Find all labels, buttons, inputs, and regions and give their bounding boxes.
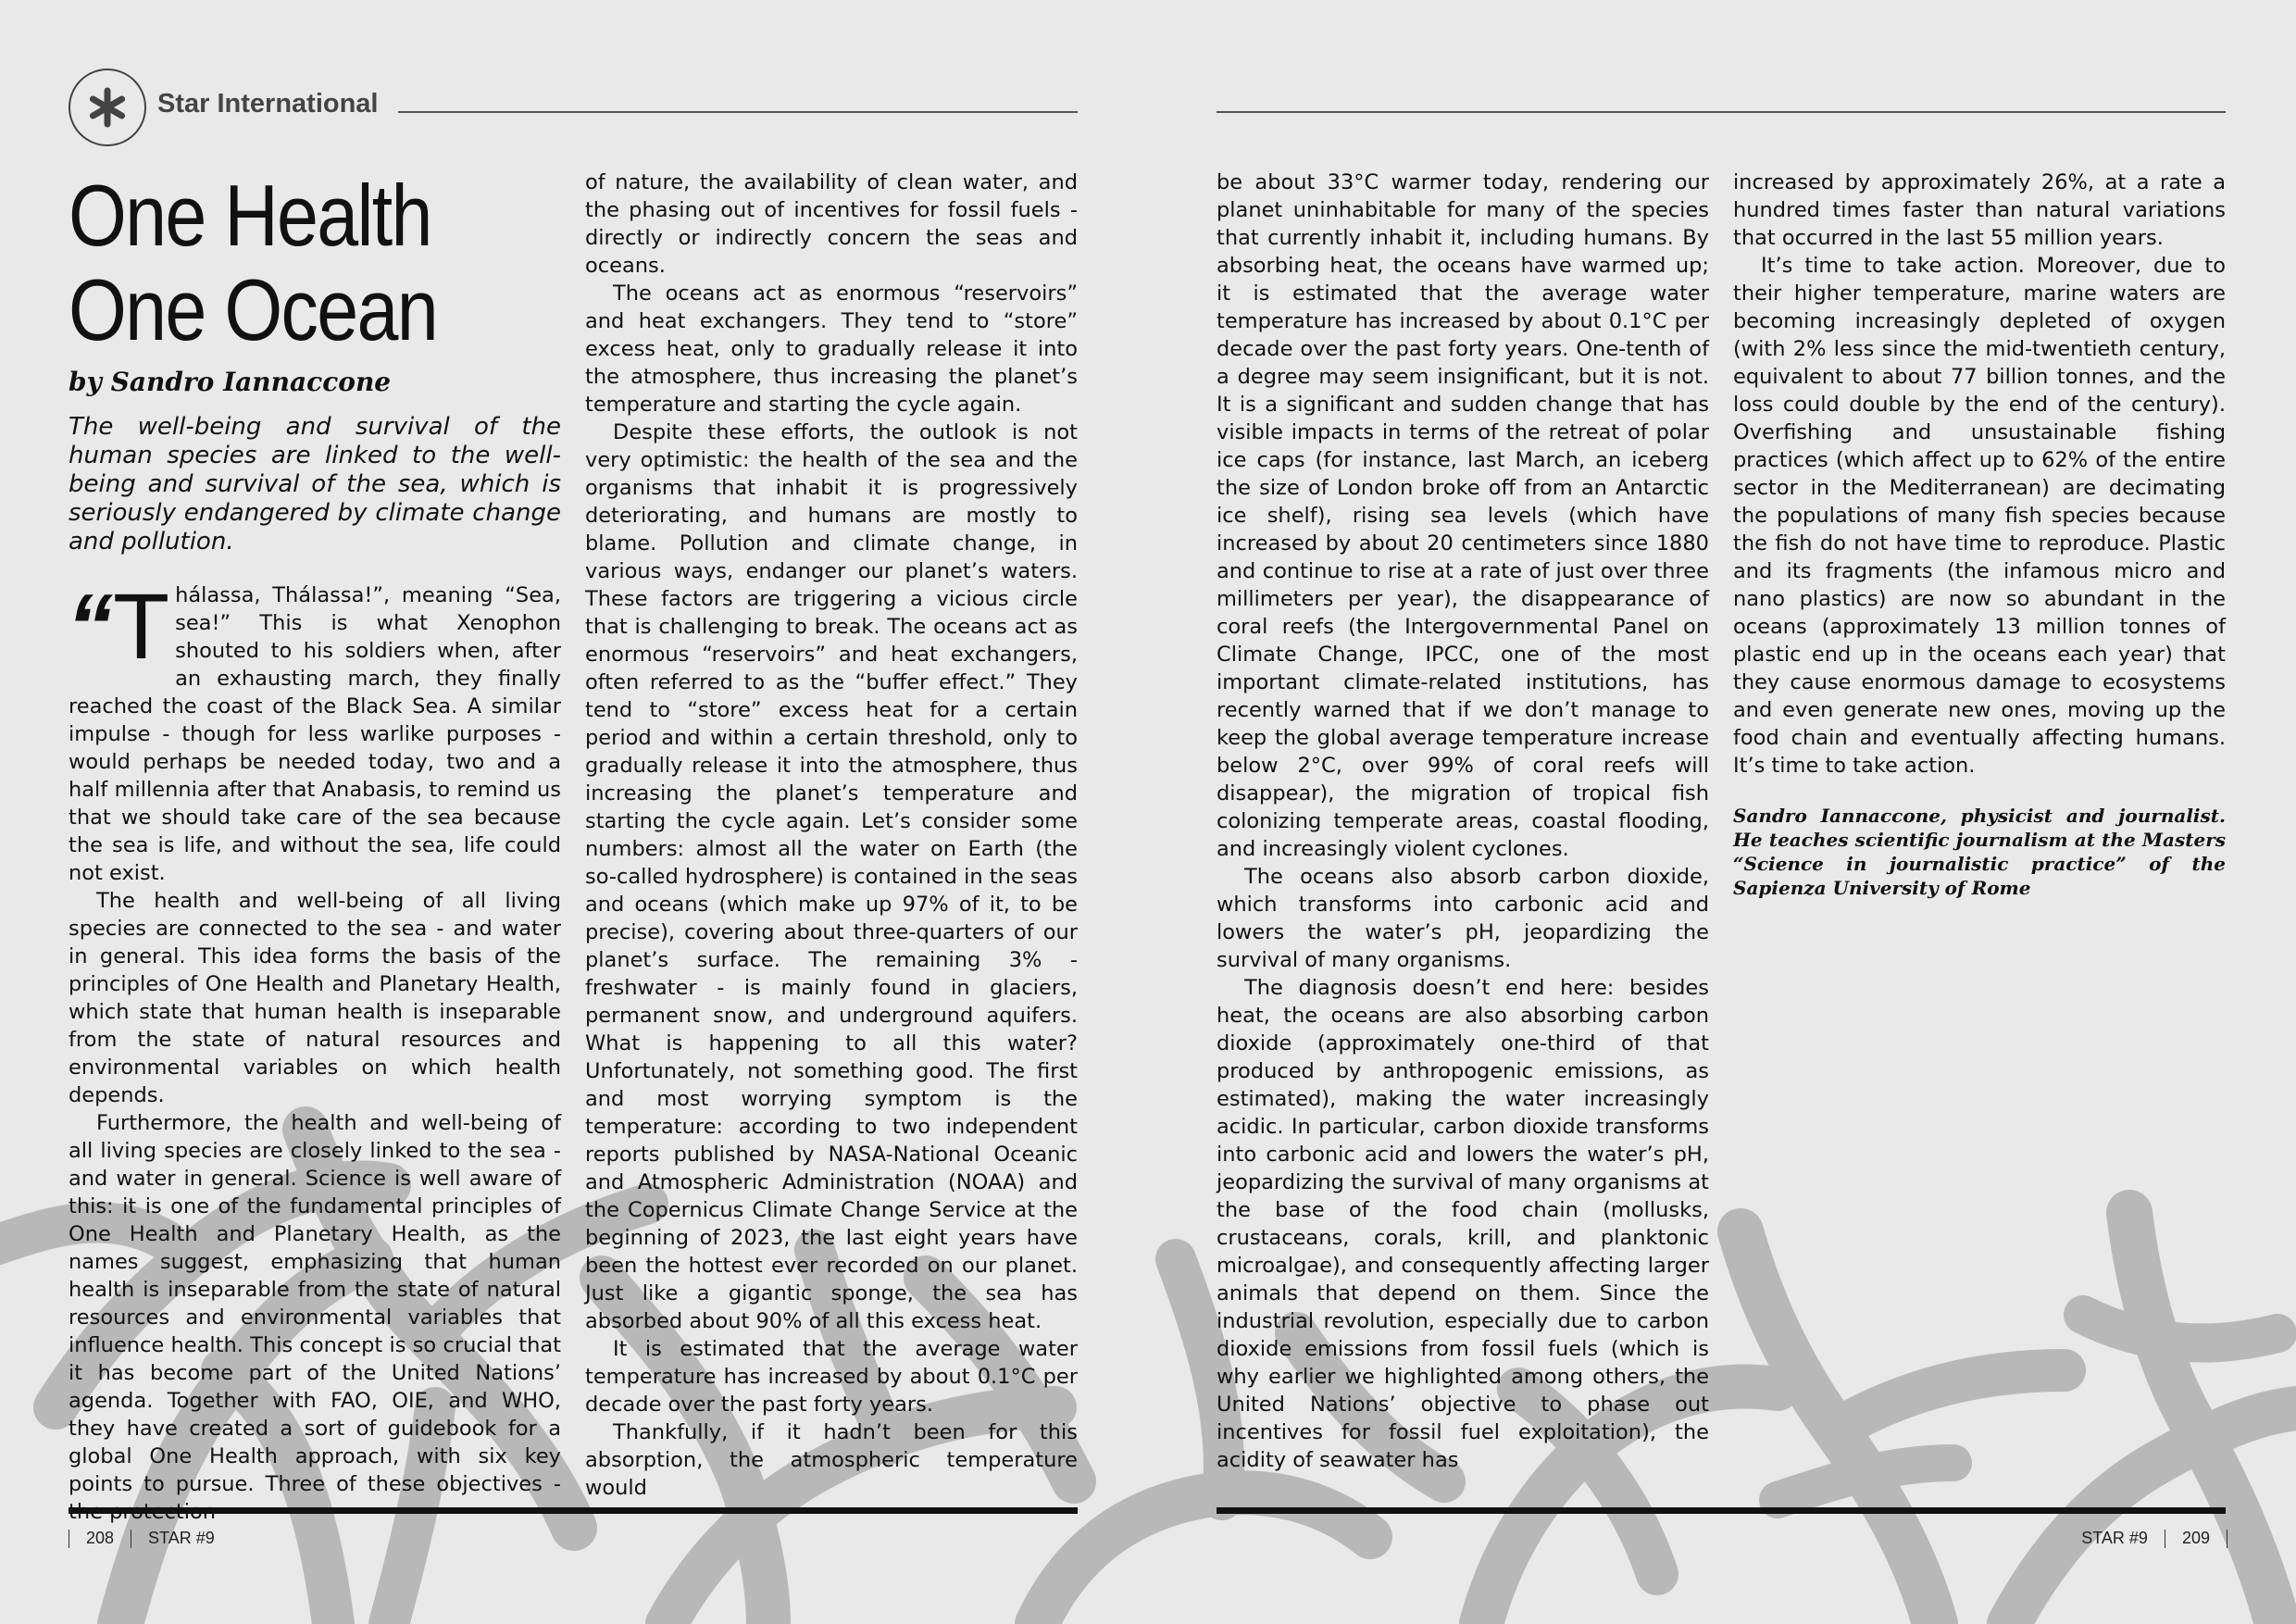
paragraph: Furthermore, the health and well-being of all living species are closely linked to the sea - and water in general. Science is well aware of this: it is one of the fundamental principles of One Health and Planetary Health, as the names suggest, emphasizing that human health is inseparable from the state of natural resources and environmental variables that influence health. This concept is so crucial that it has become part of the United Nations’ agenda. Together with FAO, OIE, and WHO, they have created a sort of guidebook for a global One Health approach, with six key points to pursue. Three of these objectives - [69,1111,561,1496]
column-1 [67,575,561,1526]
brand-name: Star International [157,89,379,119]
footer-rule [69,1507,1078,1514]
title-line: One Health [69,167,431,264]
paragraph: The oceans act as enormous “reservoirs” and heat exchangers. They tend to “store” excess heat, only to gradually release it into the atmosphere, thus increasing the planet’s temperature and starting the cycle again. [585,281,1078,417]
paragraph: The health and well-being of all living species are connected to the sea - and water in general. This idea forms the basis of the principles of One Health and Planetary Health, which state that human health is inseparable from the state of natural resources and environmental variables on which health depends. [69,889,561,1107]
header-rule [398,111,1078,113]
article-lede: The well-being and survival of the human species are linked to the well-being and survival of the sea, which is seriously endangered by climate change and pollution. [69,413,561,556]
footer-rule [1217,1507,2226,1514]
paragraph: “T hálassa, Thálassa!”, meaning “Sea, sea!” This is what Xenophon shouted to his soldiers when, after an exhausting march, they finally reached the coast of the Black Sea. A similar impulse - though for less warlike purposes - would perhaps be needed today, two and a half millennia after that Anabasis, to remind us that we should take care of the sea because the sea is life, and without the sea, life could not exist. [67,575,561,885]
page-number: 208 [86,1529,115,1547]
column-3 [1217,169,1709,1474]
right-footer [2081,1529,2227,1548]
article-title [69,169,515,357]
paragraph: be about 33°C warmer today, rendering our planet uninhabitable for many of the species that currently inhabit it, including humans. By absorbing heat, the oceans have warmed up; it is estimated that the average water temperature has increased by about 0.1°C per decade over the past forty years. One-tenth of a degree may seem insignificant, but it is not. It is a significant and sudden change that has visible impacts in terms of the retreat of polar ice caps (for instance, last March, an iceberg the size of London broke off from an Antarctic ice shelf), rising sea levels (which have increased by about 20 centimeters since 1880 and continue to rise at a rate of just over three millimeters per year), the disappearance of coral reefs (the Intergovernmental Panel on Climate Change, IPCC, one of the most important climate-related institutions, has recently warned that if we don’t manage to keep the global average temperature increase below 2°C, over 99% of coral reefs will disappear), the migration of tropical fish colonizing temperate areas, coastal flooding, and increasingly violent cyclones. [1217,170,1709,861]
left-footer [69,1529,215,1548]
column-2 [585,169,1078,1502]
byline: by Sandro Iannaccone [69,367,392,397]
star-logo [69,69,146,146]
author-credit: Sandro Iannaccone, physicist and journalist. He teaches scientific journalism at the Masters “Science in journalistic practice” of the Sapienza University of Rome [1733,805,2226,899]
title-line: One Ocean [69,261,437,358]
drop-cap: “T [67,575,170,679]
paragraph: The oceans also absorb carbon dioxide, which transforms into carbonic acid and lowers the water’s pH, jeopardizing the survival of many organisms. [1217,865,1709,972]
issue-label: STAR #9 [148,1529,215,1547]
right-page [1148,0,2296,1624]
issue-label: STAR #9 [2081,1529,2148,1547]
paragraph: increased by approximately 26%, at a rate a hundred times faster than natural variations that occurred in the last 55 million years. [1733,170,2226,250]
paragraph: Despite these efforts, the outlook is not very optimistic: the health of the sea and the organisms that inhabit it is progressively deteriorating, and humans are mostly to blame. Pollution and climate change, in various ways, endanger our planet’s waters. These factors are triggering a vicious circle that is challenging to break. The oceans act as enormous “reservoirs” and heat exchangers, often referred to as the “buffer effect.” They tend to “store” excess heat for a certain period and within a certain threshold, only to gradually release it into the atmosphere, thus increasing the planet’s temperature and starting the cycle again. Let’s consider some numbers: almost all the water on Earth (the so-called hydrosphere) is contained in the seas and oceans (which make up 97% of it, to be precise), covering about three-quarters of our planet’s surface. The remaining 3% - freshwater - is mainly found in glaciers, permanent snow, and underground aquifers. What is happening to all this water? Unfortunately, not something good. The first and most worrying symptom is the temperature: according to two independent reports published by NASA-National Oceanic and Atmospheric Administration (NOAA) and the Copernicus Climate Change Service at the beginning of 2023, the last eight years have been the hottest ever recorded on our planet. Just like a gigantic sponge, the sea has absorbed about 90% of all this excess heat. [585,420,1078,1333]
paragraph: The diagnosis doesn’t end here: besides heat, the oceans are also absorbing carbon dioxide (approximately one-third of that produced by anthropogenic emissions, as estimated), making the water increasingly acidic. In particular, carbon dioxide transforms into carbonic acid and lowers the water’s pH, jeopardizing the survival of many organisms at the base of the food chain (mollusks, crustaceans, corals, krill, and planktonic microalgae), and consequently affecting larger animals that depend on them. Since the industrial revolution, especially due to carbon dioxide emissions from fossil fuels (which is why earlier we highlighted among others, the United Nations’ objective to phase out incentives for fossil fuel exploitation), the acidity of seawater has [1217,976,1709,1472]
paragraph: Thankfully, if it hadn’t been for this absorption, the atmospheric temperature would [585,1420,1078,1500]
column-4 [1733,169,2226,900]
header-rule [1217,111,2226,113]
paragraph: It is estimated that the average water temperature has increased by about 0.1°C per decade over the past forty years. [585,1337,1078,1417]
page-number: 209 [2181,1529,2210,1547]
asterisk-icon [86,86,129,129]
paragraph: It’s time to take action. Moreover, due to their higher temperature, marine waters are becoming increasingly depleted of oxygen (with 2% less since the mid-twentieth century, equivalent to about 77 billion tonnes, and the loss could double by the end of the century). Overfishing and unsustainable fishing practices (which affect up to 62% of the entire sector in the Mediterranean) are decimating the populations of many fish species because the fish do not have time to reproduce. Plastic and its fragments (the infamous micro and nano plastics) are now so abundant in the oceans (approximately 13 million tonnes of plastic end up in the oceans each year) that they cause enormous damage to ecosystems and even generate new ones, moving up the food chain and eventually affecting humans. It’s time to take action. [1733,254,2226,778]
paragraph: of nature, the availability of clean water, and the phasing out of incentives for fossil fuels - directly or indirectly concern the seas and oceans. [585,170,1078,278]
